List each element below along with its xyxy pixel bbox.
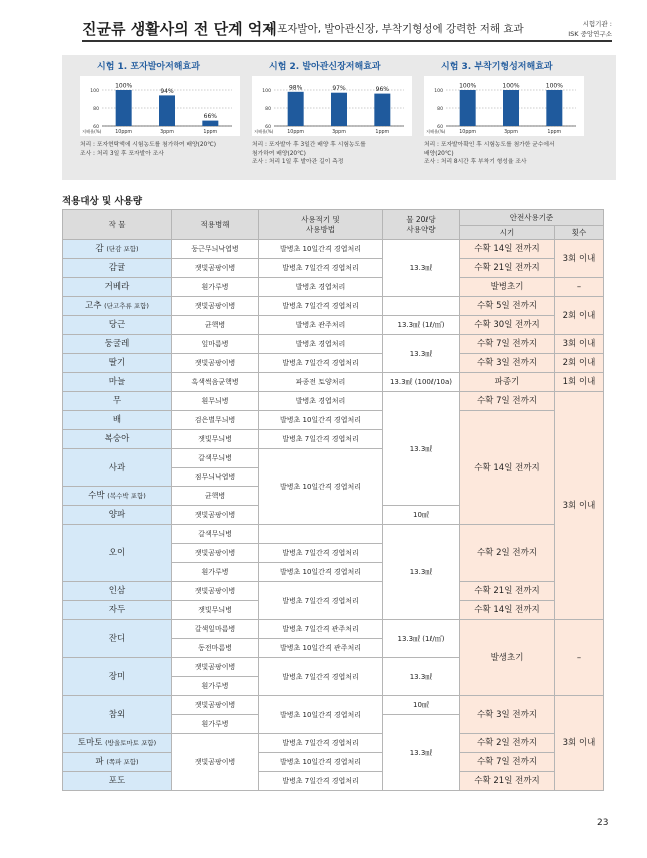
test-panel-2	[252, 61, 412, 176]
table-row	[63, 753, 604, 772]
method-cell: 발병초 7일간격 경엽처리	[259, 734, 383, 753]
count-cell: 3회 이내	[555, 240, 604, 278]
crop-cell: 둥굴레	[63, 335, 172, 354]
method-cell: 발병초 7일간격 경엽처리	[259, 259, 383, 278]
method-cell: 발병초 7일간격 경엽처리	[259, 582, 383, 620]
disease-cell: 동전마름병	[172, 639, 259, 658]
method-cell: 발병초 7일간격 경엽처리	[259, 658, 383, 696]
period-cell: 수확 30일 전까지	[460, 316, 555, 335]
count-cell: 2회 이내	[555, 354, 604, 373]
data-label: 100%	[115, 82, 133, 90]
crop-cell: 인삼	[63, 582, 172, 601]
period-cell: 수확 21일 전까지	[460, 772, 555, 791]
disease-cell: 검은별무늬병	[172, 411, 259, 430]
disease-cell: 균핵병	[172, 316, 259, 335]
method-cell: 파종전 토양처리	[259, 373, 383, 392]
usage-section-title: 적용대상 및 사용량	[62, 196, 143, 207]
x-tick-label: 10ppm	[115, 130, 133, 135]
panel-title: 시험 1. 포자발아저해효과	[97, 62, 200, 72]
data-label: 100%	[545, 82, 563, 90]
quantity-cell: 13.3㎖	[383, 658, 460, 696]
crop-cell: 토마토 (방울토마토 포함)	[63, 734, 172, 753]
crop-cell: 고추 (단고추류 포함)	[63, 297, 172, 316]
y-tick-label: 80	[265, 106, 271, 112]
method-cell: 발병초 10일간격 경엽처리	[259, 696, 383, 734]
period-cell: 발생초기	[460, 620, 555, 696]
period-cell: 수확 21일 전까지	[460, 259, 555, 278]
data-label: 100%	[459, 82, 477, 90]
table-row	[63, 373, 604, 392]
bar	[288, 92, 304, 126]
disease-cell: 흰가루병	[172, 715, 259, 734]
disease-cell: 흰무늬병	[172, 392, 259, 411]
x-tick-label: 3ppm	[332, 130, 346, 135]
period-cell: 수확 2일 전까지	[460, 525, 555, 582]
disease-cell: 잿빛무늬병	[172, 430, 259, 449]
crop-cell: 포도	[63, 772, 172, 791]
data-label: 97%	[332, 85, 346, 93]
method-cell: 발병초 10일간격 경엽처리	[259, 563, 383, 582]
bar	[331, 93, 347, 126]
x-tick-label: 1ppm	[375, 130, 390, 135]
x-tick-label: 3ppm	[160, 130, 174, 135]
method-cell: 발병초 10일간격 경엽처리	[259, 449, 383, 525]
method-cell: 발병초 7일간격 경엽처리	[259, 430, 383, 449]
crop-cell: 수박 (복수박 포함)	[63, 487, 172, 506]
disease-cell: 잿빛곰팡이병	[172, 658, 259, 677]
method-cell: 발병초 10일간격 경엽처리	[259, 240, 383, 259]
period-cell: 수확 14일 전까지	[460, 601, 555, 620]
bar	[116, 90, 132, 126]
crop-cell: 딸기	[63, 354, 172, 373]
period-cell: 수확 3일 전까지	[460, 354, 555, 373]
bar	[460, 90, 476, 126]
period-cell: 수확 14일 전까지	[460, 411, 555, 525]
quantity-cell: 13.3㎖	[383, 335, 460, 373]
disease-cell: 잿빛곰팡이병	[172, 354, 259, 373]
count-cell: –	[555, 620, 604, 696]
quantity-cell: 13.3㎖	[383, 715, 460, 791]
y-axis-label: 저해율(%)	[82, 129, 102, 134]
table-row	[63, 278, 604, 297]
disease-cell: 잿빛곰팡이병	[172, 506, 259, 525]
bar-chart-3	[424, 76, 584, 136]
crop-cell: 파 (쪽파 포함)	[63, 753, 172, 772]
disease-cell: 점무늬낙엽병	[172, 468, 259, 487]
count-cell: 1회 이내	[555, 373, 604, 392]
disease-cell: 갈색잎마름병	[172, 620, 259, 639]
bar-chart-2	[252, 76, 412, 136]
method-cell: 발병초 10일간격 경엽처리	[259, 753, 383, 772]
table-row	[63, 259, 604, 278]
y-tick-label: 60	[93, 124, 99, 130]
disease-cell: 흰가루병	[172, 278, 259, 297]
test-institution: 시험기관 : ISK 중앙연구소	[568, 20, 612, 38]
bar	[546, 90, 562, 126]
page-title: 진균류 생활사의 전 단계 억제	[82, 20, 277, 38]
panel-title: 시험 2. 발아관신장저해효과	[269, 62, 381, 72]
panel-title: 시험 3. 부착기형성저해효과	[441, 62, 553, 72]
disease-cell: 잿빛곰팡이병	[172, 544, 259, 563]
table-row	[63, 734, 604, 753]
table-row	[63, 335, 604, 354]
y-tick-label: 80	[437, 106, 443, 112]
disease-cell: 잿빛곰팡이병	[172, 297, 259, 316]
period-cell: 수확 3일 전까지	[460, 696, 555, 734]
crop-cell: 거베라	[63, 278, 172, 297]
method-cell: 발병초 관주처리	[259, 316, 383, 335]
crop-cell: 장미	[63, 658, 172, 696]
method-cell: 발병초 7일간격 경엽처리	[259, 297, 383, 316]
data-label: 94%	[160, 87, 174, 95]
table-row	[63, 316, 604, 335]
period-cell: 발병초기	[460, 278, 555, 297]
bar	[159, 95, 175, 126]
quantity-cell: 10㎖	[383, 506, 460, 525]
crop-cell: 양파	[63, 506, 172, 525]
page-subtitle: ⇒ 포자발아, 발아관신장, 부착기형성에 강력한 저해 효과	[265, 23, 524, 35]
x-tick-label: 1ppm	[547, 130, 562, 135]
y-tick-label: 60	[265, 124, 271, 130]
period-cell: 수확 7일 전까지	[460, 392, 555, 411]
quantity-cell: 10㎖	[383, 696, 460, 715]
disease-cell: 잎마름병	[172, 335, 259, 354]
disease-cell: 잿빛곰팡이병	[172, 259, 259, 278]
table-row	[63, 772, 604, 791]
crop-cell: 마늘	[63, 373, 172, 392]
method-cell: 발병초 경엽처리	[259, 278, 383, 297]
count-cell: 3회 이내	[555, 335, 604, 354]
quantity-cell: 13.3㎖ (1ℓ/㎡)	[383, 620, 460, 658]
data-label: 100%	[502, 82, 520, 90]
data-label: 66%	[203, 113, 218, 121]
header-safe-use: 안전사용기준	[460, 210, 604, 226]
test-panel-3	[424, 61, 584, 176]
crop-cell: 감귤	[63, 259, 172, 278]
y-tick-label: 60	[437, 124, 443, 130]
crop-cell: 사과	[63, 449, 172, 487]
disease-cell: 흰가루병	[172, 563, 259, 582]
disease-cell: 잿빛곰팡이병	[172, 696, 259, 715]
disease-cell: 흰가루병	[172, 677, 259, 696]
quantity-cell: 13.3㎖	[383, 392, 460, 506]
method-cell: 발병초 10일간격 경엽처리	[259, 411, 383, 430]
period-cell: 수확 7일 전까지	[460, 753, 555, 772]
table-row	[63, 620, 604, 639]
table-row	[63, 525, 604, 544]
disease-cell: 둥근무늬낙엽병	[172, 240, 259, 259]
x-tick-label: 10ppm	[287, 130, 305, 135]
panel-note: 처리 : 포자발아확인 후 시험농도를 첨가한 균수에서 배양(20℃) 조사 : 처리 8시간 후 부착기 형성율 조사	[424, 142, 555, 165]
y-tick-label: 80	[93, 106, 99, 112]
crop-cell: 복숭아	[63, 430, 172, 449]
crop-cell: 당근	[63, 316, 172, 335]
period-cell: 파종기	[460, 373, 555, 392]
period-cell: 수확 14일 전까지	[460, 240, 555, 259]
method-cell	[259, 525, 383, 544]
disease-cell: 갈색무늬병	[172, 449, 259, 468]
panel-note: 처리 : 포자발아 후 3일간 배양 후 시험농도를 첨가하여 배양(20℃) 조사 : 처리 1일 후 발아관 길이 측정	[252, 142, 366, 165]
method-cell: 발병초 7일간격 경엽처리	[259, 772, 383, 791]
header-period: 시기	[460, 226, 555, 240]
quantity-cell	[383, 297, 460, 316]
y-axis-label: 저해율(%)	[254, 129, 274, 134]
quantity-cell: 13.3㎖	[383, 240, 460, 297]
crop-cell: 배	[63, 411, 172, 430]
x-tick-label: 10ppm	[459, 130, 477, 135]
test-panel-1	[80, 61, 240, 176]
crop-cell: 오이	[63, 525, 172, 582]
header-crop: 작 물	[63, 210, 172, 240]
table-row	[63, 696, 604, 715]
data-label: 98%	[288, 84, 303, 92]
table-row	[63, 582, 604, 601]
disease-cell: 흑색썩음균핵병	[172, 373, 259, 392]
method-cell: 발병초 10일간격 관주처리	[259, 639, 383, 658]
disease-cell: 잿빛곰팡이병	[172, 734, 259, 791]
period-cell: 수확 7일 전까지	[460, 335, 555, 354]
quantity-cell: 13.3㎖ (100ℓ/10a)	[383, 373, 460, 392]
table-row	[63, 240, 604, 259]
crop-cell: 감 (단감 포함)	[63, 240, 172, 259]
table-row	[63, 354, 604, 373]
period-cell: 수확 2일 전까지	[460, 734, 555, 753]
header-divider	[82, 40, 612, 42]
method-cell: 발병초 경엽처리	[259, 335, 383, 354]
usage-table	[62, 209, 604, 791]
count-cell: –	[555, 278, 604, 297]
period-cell: 수확 5일 전까지	[460, 297, 555, 316]
method-cell: 발병초 7일간격 관주처리	[259, 620, 383, 639]
y-tick-label: 100	[262, 88, 271, 94]
disease-cell: 잿빛무늬병	[172, 601, 259, 620]
header-method: 사용적기 및 사용방법	[259, 210, 383, 240]
bar	[374, 94, 390, 126]
y-tick-label: 100	[90, 88, 99, 94]
header-quantity: 물 20ℓ당 사용약량	[383, 210, 460, 240]
y-tick-label: 100	[434, 88, 443, 94]
data-label: 96%	[375, 86, 390, 94]
disease-cell: 갈색무늬병	[172, 525, 259, 544]
table-row	[63, 411, 604, 430]
header-disease: 적용병해	[172, 210, 259, 240]
page-number: 23	[597, 818, 609, 828]
table-row	[63, 392, 604, 411]
count-cell: 3회 이내	[555, 392, 604, 620]
crop-cell: 잔디	[63, 620, 172, 658]
method-cell: 발병초 경엽처리	[259, 392, 383, 411]
x-tick-label: 1ppm	[203, 130, 218, 135]
panel-note: 처리 : 포자현탁액에 시험농도를 첨가하여 배양(20℃) 조사 : 처리 3일 후 포자발아 조사	[80, 142, 216, 157]
crop-cell: 무	[63, 392, 172, 411]
quantity-cell: 13.3㎖ (1ℓ/㎡)	[383, 316, 460, 335]
method-cell: 발병초 7일간격 경엽처리	[259, 354, 383, 373]
header-count: 횟수	[555, 226, 604, 240]
count-cell: 2회 이내	[555, 297, 604, 335]
bar	[202, 121, 218, 126]
table-row	[63, 297, 604, 316]
period-cell: 수확 21일 전까지	[460, 582, 555, 601]
method-cell: 발병초 7일간격 경엽처리	[259, 544, 383, 563]
bar	[503, 90, 519, 126]
y-axis-label: 저해율(%)	[426, 129, 446, 134]
disease-cell: 균핵병	[172, 487, 259, 506]
count-cell: 3회 이내	[555, 696, 604, 791]
crop-cell: 참외	[63, 696, 172, 734]
bar-chart-1	[80, 76, 240, 136]
quantity-cell: 13.3㎖	[383, 525, 460, 620]
crop-cell: 자두	[63, 601, 172, 620]
x-tick-label: 3ppm	[504, 130, 518, 135]
disease-cell: 잿빛곰팡이병	[172, 582, 259, 601]
test-results-panel	[62, 55, 616, 180]
